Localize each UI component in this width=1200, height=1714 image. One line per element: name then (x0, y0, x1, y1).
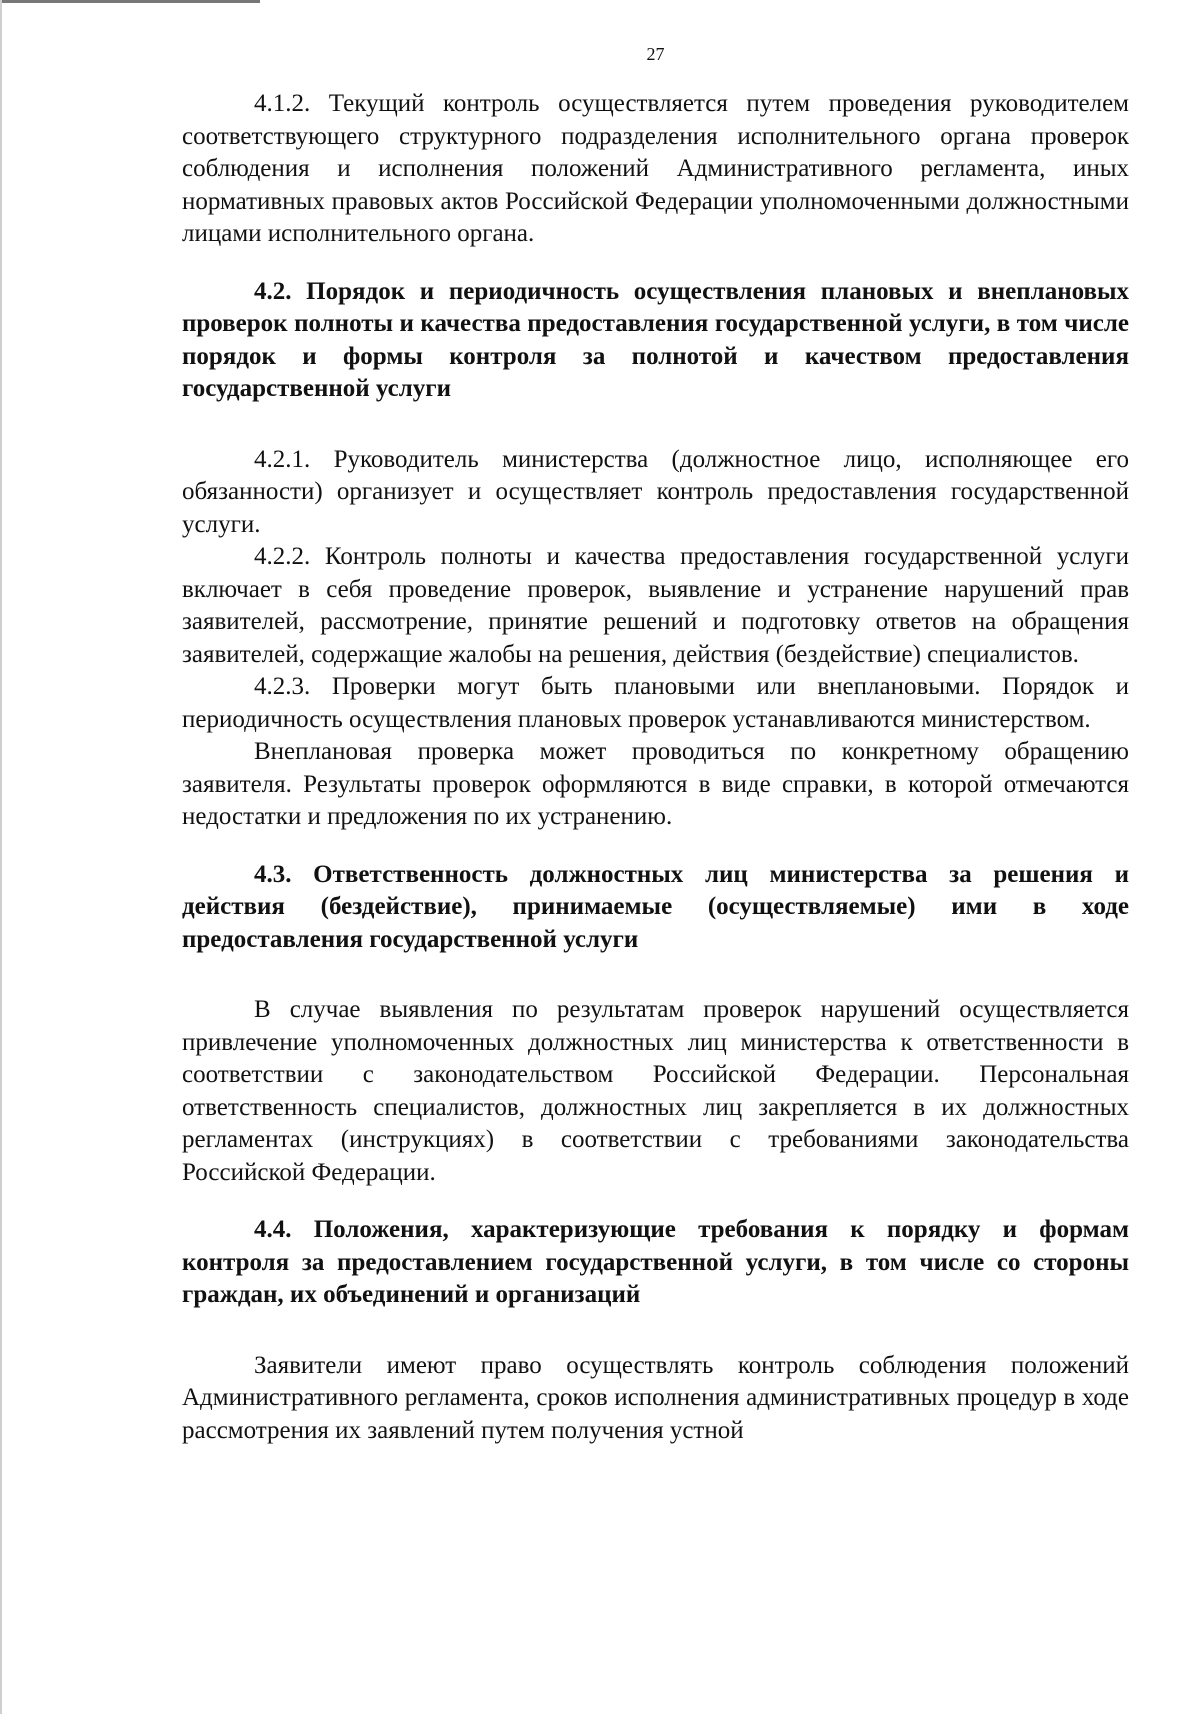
heading-4-3: 4.3. Ответственность должностных лиц министерства за решения и действия (бездействие), принимаемые (осуществляемые) ими в ходе предоставления государственной услуги (182, 860, 1129, 953)
paragraph-responsibility: В случае выявления по результатам проверок нарушений осуществляется привлечение уполномоченных должностных лиц министерства к ответственности в соответствии с законодательством Российской Федерации. Персональная ответственность специалистов, должностных лиц закрепляется в их должностных регламентах (инструкциях) в соответствии с требованиями законодательства Российской Федерации. (182, 996, 1129, 1186)
paragraph-4-2-3: 4.2.3. Проверки могут быть плановыми или внеплановыми. Порядок и периодичность осуществления плановых проверок устанавливаются министерством. (182, 673, 1129, 733)
document-page (182, 44, 1129, 1447)
paragraph-4-1-2: 4.1.2. Текущий контроль осуществляется путем проведения руководителем соответствующего структурного подразделения исполнительного органа проверок соблюдения и исполнения положений Административного регламента, иных нормативных правовых актов Российской Федерации уполномоченными должностными лицами исполнительного органа. (182, 90, 1129, 247)
scan-edge-left (0, 0, 2, 1714)
paragraph-unscheduled-inspection: Внеплановая проверка может проводиться по конкретному обращению заявителя. Результаты проверок оформляются в виде справки, в которой отмечаются недостатки и предложения по их устранению. (182, 738, 1129, 830)
paragraph-4-2-1: 4.2.1. Руководитель министерства (должностное лицо, исполняющее его обязанности) организует и осуществляет контроль предоставления государственной услуги. (182, 445, 1129, 538)
page-number: 27 (646, 44, 665, 64)
heading-4-2: 4.2. Порядок и периодичность осуществления плановых и внеплановых проверок полноты и качества предоставления государственной услуги, в том числе порядок и формы контроля за полнотой и качеством предоставления государственной услуги (182, 277, 1129, 402)
scan-edge-top (0, 0, 260, 3)
heading-4-4: 4.4. Положения, характеризующие требования к порядку и формам контроля за предоставлением государственной услуги, в том числе со стороны граждан, их объединений и организаций (182, 1216, 1129, 1308)
paragraph-applicant-control: Заявители имеют право осуществлять контроль соблюдения положений Административного регламента, сроков исполнения административных процедур в ходе рассмотрения их заявлений путем получения устной (182, 1351, 1129, 1444)
paragraph-4-2-2: 4.2.2. Контроль полноты и качества предоставления государственной услуги включает в себя проведение проверок, выявление и устранение нарушений прав заявителей, рассмотрение, принятие решений и подготовку ответов на обращения заявителей, содержащие жалобы на решения, действия (бездействие) специалистов. (182, 543, 1129, 668)
